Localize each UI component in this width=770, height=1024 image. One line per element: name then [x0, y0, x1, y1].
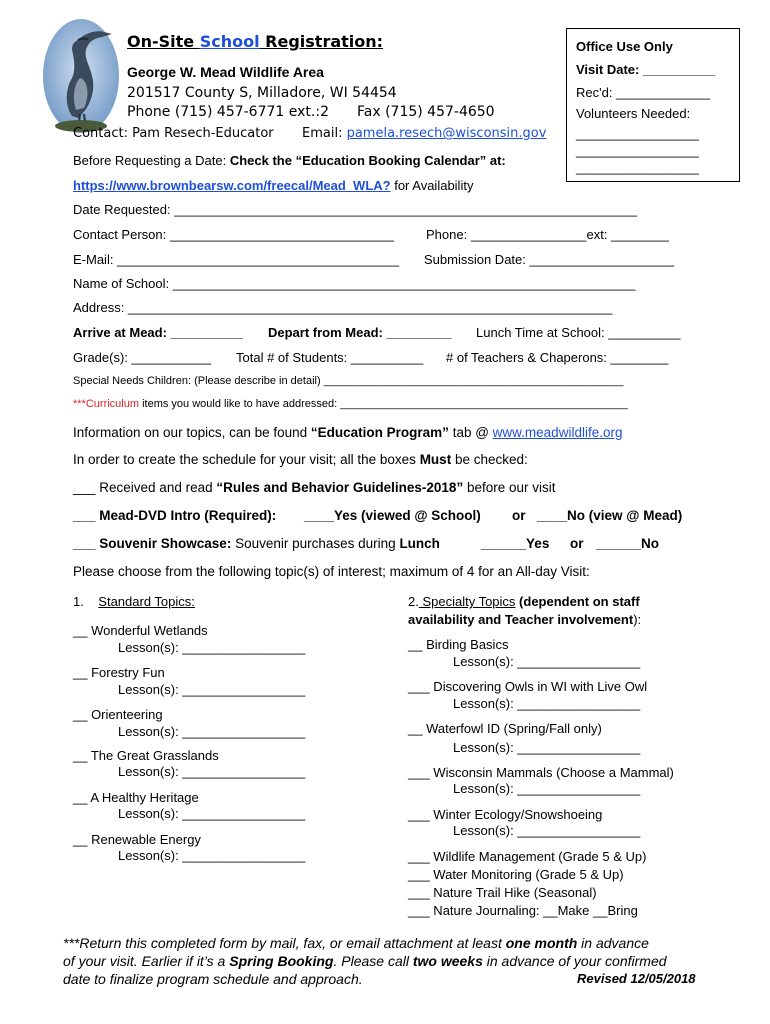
- specialty-topics-note: availability and Teacher involvement):: [408, 612, 642, 627]
- org-name: George W. Mead Wildlife Area: [127, 64, 324, 80]
- contact-name: Contact: Pam Resech-Educator: [73, 126, 274, 141]
- booking-link-line: https://www.brownbearsw.com/freecal/Mead_WLA? for Availability: [73, 178, 474, 193]
- specialty-topic[interactable]: ___ Wildlife Management (Grade 5 & Up): [408, 849, 647, 864]
- souvenir-no-option[interactable]: ______No: [596, 536, 660, 551]
- souvenir-yes-option[interactable]: ______Yes: [481, 536, 550, 551]
- specialty-topic[interactable]: __ Birding Basics: [408, 637, 509, 652]
- grades-field[interactable]: Grade(s): ___________: [73, 350, 212, 365]
- dvd-yes-option[interactable]: ____Yes (viewed @ School): [304, 508, 481, 523]
- lesson-field[interactable]: Lesson(s): _________________: [453, 740, 641, 755]
- page-title: On-Site School Registration:: [127, 32, 384, 51]
- calendar-link[interactable]: https://www.brownbearsw.com/freecal/Mead_WLA?: [73, 178, 391, 193]
- schedule-info: In order to create the schedule for your visit; all the boxes Must be checked:: [73, 452, 528, 467]
- org-fax: Fax (715) 457-4650: [357, 104, 495, 120]
- lesson-field[interactable]: Lesson(s): _________________: [453, 696, 641, 711]
- office-use-box: [566, 28, 740, 182]
- dvd-no-option[interactable]: ____No (view @ Mead): [537, 508, 683, 523]
- standard-topic[interactable]: __ Forestry Fun: [73, 665, 165, 680]
- lesson-field[interactable]: Lesson(s): _________________: [453, 781, 641, 796]
- specialty-topic[interactable]: __ Waterfowl ID (Spring/Fall only): [408, 721, 602, 736]
- footer-line-2: of your visit. Earlier if it’s a Spring Booking. Please call two weeks in advance of your confirmed: [63, 953, 667, 969]
- school-name-field[interactable]: Name of School: ________________________________________________________________: [73, 276, 636, 291]
- dvd-or: or: [512, 508, 526, 523]
- standard-topic[interactable]: __ A Healthy Heritage: [73, 790, 199, 805]
- org-phone: Phone (715) 457-6771 ext.:2: [127, 104, 329, 120]
- lesson-field[interactable]: Lesson(s): _________________: [118, 806, 306, 821]
- standard-topic[interactable]: __ Orienteering: [73, 707, 163, 722]
- teachers-field[interactable]: # of Teachers & Chaperons: ________: [446, 350, 669, 365]
- lesson-field[interactable]: Lesson(s): _________________: [118, 764, 306, 779]
- booking-instruction: Before Requesting a Date: Check the “Education Booking Calendar” at:: [73, 153, 506, 168]
- lesson-field[interactable]: Lesson(s): _________________: [453, 654, 641, 669]
- phone-field[interactable]: Phone: ________________ext: ________: [426, 227, 669, 242]
- lesson-field[interactable]: Lesson(s): _________________: [118, 640, 306, 655]
- mead-website-link[interactable]: www.meadwildlife.org: [492, 425, 623, 440]
- footer-line-3: date to finalize program schedule and approach.: [63, 971, 363, 987]
- office-volunteers: Volunteers Needed:: [576, 106, 691, 121]
- lesson-field[interactable]: Lesson(s): _________________: [453, 823, 641, 838]
- souvenir-checkbox[interactable]: ___ Souvenir Showcase: Souvenir purchases during Lunch: [73, 536, 440, 551]
- office-visit-date: Visit Date: __________: [576, 62, 716, 77]
- souvenir-or: or: [570, 536, 584, 551]
- dvd-intro-checkbox[interactable]: ___ Mead-DVD Intro (Required):: [73, 508, 277, 523]
- topics-info: Information on our topics, can be found “Education Program” tab @ www.meadwildlife.org: [73, 425, 623, 440]
- office-recd: Rec'd: _____________: [576, 85, 711, 100]
- standard-topic[interactable]: __ Renewable Energy: [73, 832, 201, 847]
- address-field[interactable]: Address: ___________________________________________________________________: [73, 300, 613, 315]
- standard-topics-heading: 1. Standard Topics:: [73, 594, 195, 609]
- specialty-topic[interactable]: ___ Nature Trail Hike (Seasonal): [408, 885, 597, 900]
- standard-topic[interactable]: __ The Great Grasslands: [73, 748, 219, 763]
- depart-field[interactable]: Depart from Mead: _________: [268, 325, 452, 340]
- specialty-topic[interactable]: ___ Wisconsin Mammals (Choose a Mammal): [408, 765, 674, 780]
- contact-person-field[interactable]: Contact Person: _______________________________: [73, 227, 394, 242]
- contact-email: Email: pamela.resech@wisconsin.gov: [302, 126, 547, 141]
- special-needs-field[interactable]: Special Needs Children: (Please describe in detail) _________________________________________________: [73, 375, 624, 387]
- date-requested-field[interactable]: Date Requested: ________________________________________________________________: [73, 202, 637, 217]
- rules-checkbox[interactable]: ___ Received and read “Rules and Behavior Guidelines-2018” before our visit: [73, 480, 556, 495]
- footer-line-1: ***Return this completed form by mail, fax, or email attachment at least one month in advance: [63, 935, 649, 951]
- org-address: 201517 County S, Milladore, WI 54454: [127, 85, 397, 101]
- heron-logo: [42, 18, 120, 134]
- standard-topic[interactable]: __ Wonderful Wetlands: [73, 623, 208, 638]
- curriculum-field[interactable]: ***Curriculum items you would like to have addressed: _______________________________________________: [73, 398, 628, 410]
- specialty-topic[interactable]: ___ Nature Journaling: __Make __Bring: [408, 903, 638, 918]
- office-line: _________________: [576, 126, 699, 141]
- lesson-field[interactable]: Lesson(s): _________________: [118, 724, 306, 739]
- total-students-field[interactable]: Total # of Students: __________: [236, 350, 424, 365]
- lesson-field[interactable]: Lesson(s): _________________: [118, 682, 306, 697]
- lesson-field[interactable]: Lesson(s): _________________: [118, 848, 306, 863]
- lunch-time-field[interactable]: Lunch Time at School: __________: [476, 325, 681, 340]
- specialty-topic[interactable]: ___ Discovering Owls in WI with Live Owl: [408, 679, 648, 694]
- email-link[interactable]: pamela.resech@wisconsin.gov: [346, 126, 547, 141]
- office-title: Office Use Only: [576, 39, 673, 54]
- arrive-field[interactable]: Arrive at Mead: __________: [73, 325, 243, 340]
- submission-date-field[interactable]: Submission Date: ____________________: [424, 252, 675, 267]
- office-line: _________________: [576, 160, 699, 175]
- revised-date: Revised 12/05/2018: [577, 971, 696, 986]
- choose-instruction: Please choose from the following topic(s) of interest; maximum of 4 for an All-day Visit:: [73, 564, 590, 579]
- specialty-topic[interactable]: ___ Winter Ecology/Snowshoeing: [408, 807, 603, 822]
- office-line: _________________: [576, 143, 699, 158]
- specialty-topic[interactable]: ___ Water Monitoring (Grade 5 & Up): [408, 867, 624, 882]
- specialty-topics-heading: 2. Specialty Topics (dependent on staff: [408, 594, 640, 609]
- email-field[interactable]: E-Mail: _______________________________________: [73, 252, 400, 267]
